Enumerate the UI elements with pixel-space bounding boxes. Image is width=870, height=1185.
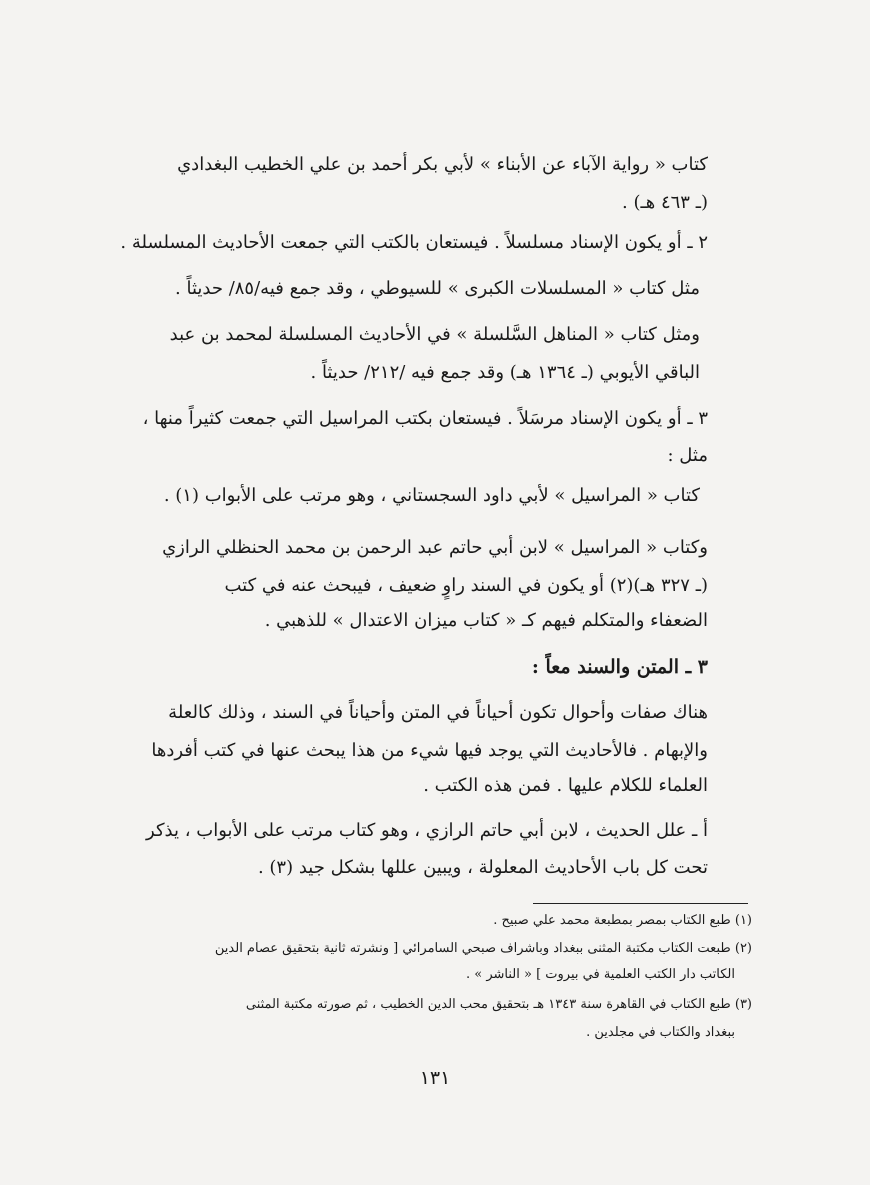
text-line: الباقي الأيوبي (ـ ١٣٦٤ هـ) وقد جمع فيه /٢١٢/ حديثاً .: [310, 362, 700, 383]
text-line: والإبهام . فالأحاديث التي يوجد فيها شيء من هذا يبحث عنها في كتب أفردها: [151, 740, 708, 761]
text-line: الضعفاء والمتكلم فيهم كـ « كتاب ميزان الاعتدال » للذهبي .: [264, 610, 708, 631]
footnote-2: (٢) طبعت الكتاب مكتبة المثنى ببغداد وباشراف صبحي السامرائي [ ونشرته ثانية بتحقيق عصام الدين: [214, 941, 752, 956]
page-number: ١٣١: [419, 1067, 451, 1089]
text-line: العلماء للكلام عليها . فمن هذه الكتب .: [423, 775, 708, 796]
text-line: تحت كل باب الأحاديث المعلولة ، ويبين عللها بشكل جيد (٣) .: [257, 857, 708, 878]
text-line: كتاب « رواية الآباء عن الأبناء » لأبي بكر أحمد بن علي الخطيب البغدادي: [177, 154, 708, 175]
text-line: وكتاب « المراسيل » لابن أبي حاتم عبد الرحمن بن محمد الحنظلي الرازي: [162, 537, 708, 558]
text-line: هناك صفات وأحوال تكون أحياناً في المتن وأحياناً في السند ، وذلك كالعلة: [168, 702, 708, 723]
footnote-2-cont: الكاتب دار الكتب العلمية في بيروت ] « الناشر » .: [465, 967, 735, 982]
text-line: كتاب « المراسيل » لأبي داود السجستاني ، وهو مرتب على الأبواب (١) .: [163, 485, 700, 506]
footnote-divider: [533, 903, 748, 904]
text-line: مثل كتاب « المسلسلات الكبرى » للسيوطي ، وقد جمع فيه/٨٥/ حديثاً .: [175, 278, 700, 299]
list-item-a: أ ـ علل الحديث ، لابن أبي حاتم الرازي ، وهو كتاب مرتب على الأبواب ، يذكر: [146, 820, 708, 841]
footnote-1: (١) طبع الكتاب بمصر بمطبعة محمد علي صبيح .: [493, 913, 752, 928]
text-line: مثل :: [667, 445, 708, 466]
text-line: (ـ ٣٢٧ هـ)(٢) أو يكون في السند راوٍ ضعيف ، فيبحث عنه في كتب: [224, 575, 708, 596]
section-heading: ٣ ـ المتن والسند معاً :: [531, 656, 708, 678]
footnote-3-cont: ببغداد والكتاب في مجلدين .: [586, 1025, 735, 1040]
footnote-3: (٣) طبع الكتاب في القاهرة سنة ١٣٤٣ هـ بتحقيق محب الدين الخطيب ، ثم صورته مكتبة المثنى: [245, 997, 752, 1012]
text-line: (ـ ٤٦٣ هـ) .: [622, 192, 708, 213]
list-item-2: ٢ ـ أو يكون الإسناد مسلسلاً . فيستعان بالكتب التي جمعت الأحاديث المسلسلة .: [120, 232, 708, 253]
list-item-3: ٣ ـ أو يكون الإسناد مرسَلاً . فيستعان بكتب المراسيل التي جمعت كثيراً منها ،: [142, 408, 708, 429]
text-line: ومثل كتاب « المناهل السَّلسلة » في الأحاديث المسلسلة لمحمد بن عبد: [169, 324, 700, 345]
